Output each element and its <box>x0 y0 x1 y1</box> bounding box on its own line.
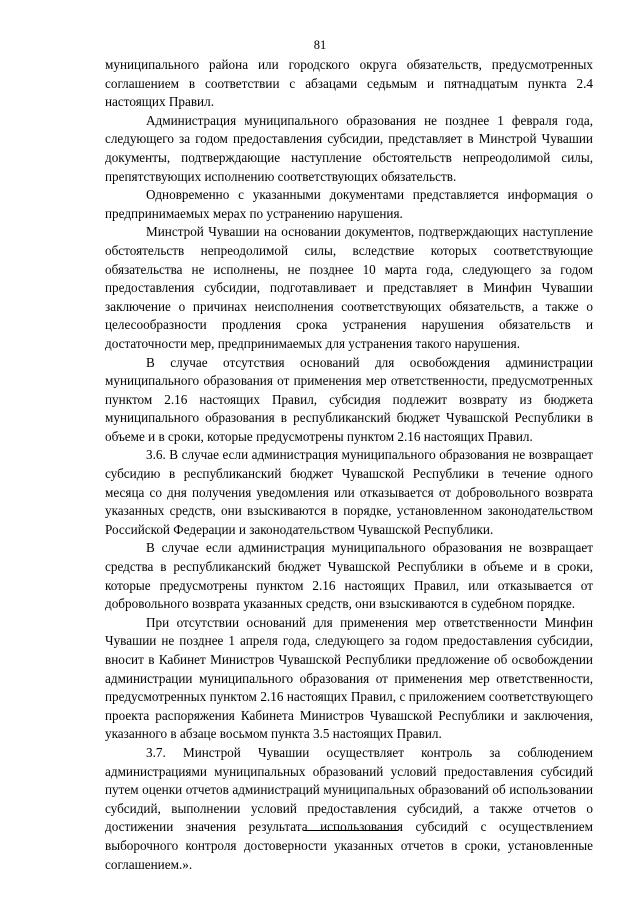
paragraph: муниципального района или городского округа обязательств, предусмотренных соглашением в соответствии с абзацами седьмым и пятнадцатым пункта 2.4 настоящих Правил. <box>105 57 593 110</box>
paragraph: 3.7. Минстрой Чувашии осуществляет контроль за соблюдением администрациями муниципальных образований условий предоставления субсидий путем оценки отчетов администраций муниципальных образований об использовании субсидий, выполнении условий предоставления субсидий, а также отчетов о достижении значения результата использования субсидий с осуществлением выборочного контроля достоверности указанных отчетов в сроки, установленные соглашением.». <box>105 744 593 872</box>
paragraph: В случае если администрация муниципального образования не возвращает средства в республиканский бюджет Чувашской Республики в объеме и в сроки, которые предусмотрены пунктом 2.16 настоящих Правил, или отказывается от добровольного возврата указанных средств, они взыскиваются в судебном порядке. <box>105 540 593 612</box>
end-divider <box>304 830 398 831</box>
paragraph: Администрация муниципального образования не позднее 1 февраля года, следующего за годом предоставления субсидии, представляет в Минстрой Чувашии документы, подтверждающие наступление обстоятельств непреодолимой силы, препятствующих исполнению соответствующих обязательств. <box>105 112 593 184</box>
paragraph: В случае отсутствия оснований для освобождения администрации муниципального образования от применения мер ответственности, предусмотренных пунктом 2.16 настоящих Правил, субсидия подлежит возврату из бюджета муниципального образования в республиканский бюджет Чувашской Республики в объеме и в сроки, которые предусмотрены пунктом 2.16 настоящих Правил. <box>105 354 593 444</box>
paragraph: Одновременно с указанными документами представляется информация о предпринимаемых мерах по устранению нарушения. <box>105 187 593 221</box>
paragraph: 3.6. В случае если администрация муниципального образования не возвращает субсидию в республиканский бюджет Чувашской Республики в течение одного месяца со дня получения уведомления или отказывается от добровольного возврата указанных средств, они взыскиваются в порядке, установленном законодательством Российской Федерации и законодательством Чувашской Республики. <box>105 447 593 537</box>
page-number: 81 <box>313 38 327 52</box>
paragraph: При отсутствии оснований для применения мер ответственности Минфин Чувашии не позднее 1 апреля года, следующего за годом предоставления субсидии, вносит в Кабинет Министров Чувашской Республики предложение об освобождении администрации муниципального образования от применения мер ответственности, предусмотренных пунктом 2.16 настоящих Правил, с приложением соответствующего проекта распоряжения Кабинета Министров Чувашской Республики и заключения, указанного в абзаце восьмом пункта 3.5 настоящих Правил. <box>105 614 593 742</box>
document-body <box>105 56 593 874</box>
paragraph: Минстрой Чувашии на основании документов, подтверждающих наступление обстоятельств непреодолимой силы, вследствие которых соответствующие обязательства не исполнены, не позднее 10 марта года, следующего за годом предоставления субсидии, подготавливает и представляет в Минфин Чувашии заключение о причинах неисполнения соответствующих обязательств, а также о целесообразности продления срока устранения нарушения обязательств и достаточности мер, предпринимаемых для устранения такого нарушения. <box>105 224 593 351</box>
